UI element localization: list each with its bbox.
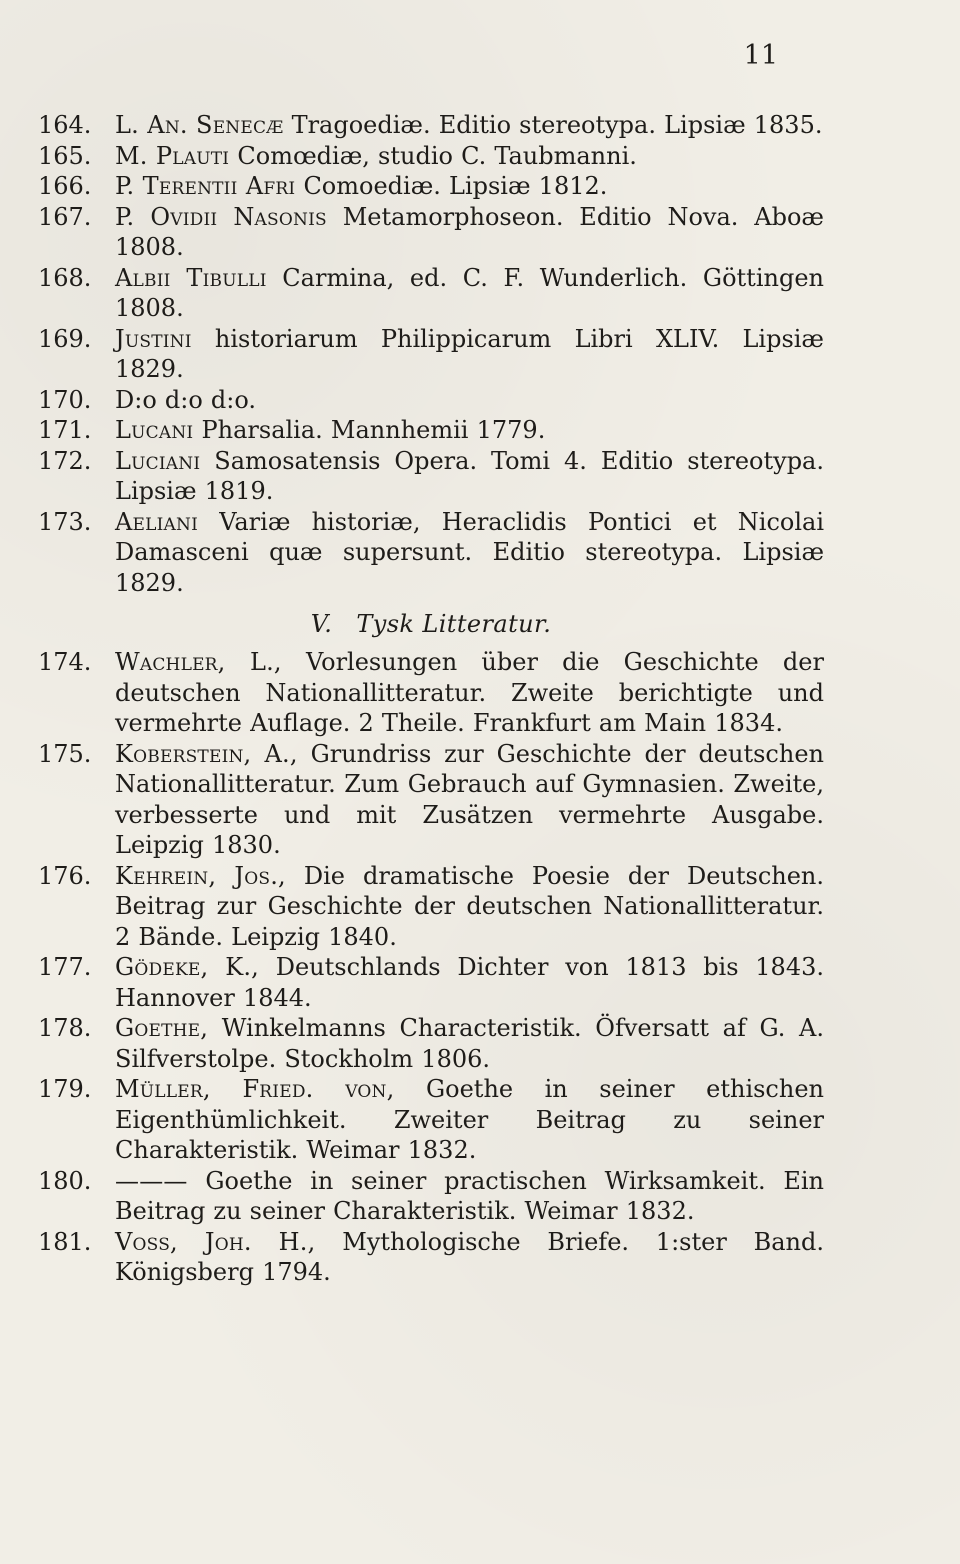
bibliography-entry-175 — [38, 739, 824, 861]
entry-text — [115, 202, 824, 263]
entry-text — [115, 385, 824, 416]
entry-author: Lucani — [115, 416, 194, 444]
entry-text — [115, 647, 824, 739]
entry-author: P. Ovidii Nasonis — [115, 202, 327, 231]
entry-text — [115, 446, 824, 507]
entry-description: Winkelmanns Characteristik. Öfversatt af G. A. Silfverstolpe. Stockholm 1806. — [115, 1014, 824, 1073]
entry-description: Die dramatische Poesie der Deutschen. Beitrag zur Geschichte der deutschen Nationallitteratur. 2 Bände. Leipzig 1840. — [115, 861, 825, 951]
entry-author: Gödeke, K., — [115, 953, 259, 981]
entry-number: 179. — [38, 1075, 92, 1103]
entry-number: 180. — [38, 1166, 92, 1195]
section-number: V. — [310, 610, 333, 638]
entry-author: Kehrein, Jos., — [115, 861, 286, 890]
entry-number: 174. — [38, 648, 92, 676]
bibliography-entry-171 — [38, 415, 824, 446]
entry-text — [115, 507, 824, 599]
entry-text — [115, 263, 824, 324]
entry-number: 176. — [38, 861, 92, 890]
entry-description: Metamorphoseon. Editio Nova. Aboæ 1808. — [115, 202, 824, 261]
entry-text — [115, 324, 824, 385]
bibliography-entry-170 — [38, 385, 824, 416]
entry-text — [115, 739, 824, 861]
entry-text — [115, 952, 824, 1013]
entry-text — [115, 1166, 824, 1227]
section-title: Tysk Litteratur. — [356, 610, 552, 638]
entry-author: Justini — [115, 324, 192, 353]
bibliography-entry-168 — [38, 263, 824, 324]
entry-text — [115, 1227, 824, 1288]
bibliography-entry-164 — [38, 110, 824, 141]
entry-description: Samosatensis Opera. Tomi 4. Editio stereotypa. Lipsiæ 1819. — [115, 446, 824, 505]
bibliography-entry-166 — [38, 171, 824, 202]
entry-author: P. Terentii Afri — [115, 172, 296, 200]
entry-author: L. An. Senecæ — [115, 111, 284, 139]
entry-author: Wachler, L., — [115, 648, 282, 676]
entry-author: ——— — [115, 1166, 188, 1195]
bibliography-entry-172 — [38, 446, 824, 507]
entry-author: Koberstein, A., — [115, 739, 298, 768]
section-heading — [38, 609, 824, 639]
entry-number: 167. — [38, 202, 92, 231]
bibliography-entry-173 — [38, 507, 824, 599]
bibliography-entry-167 — [38, 202, 824, 263]
entry-description: Vorlesungen über die Geschichte der deutschen Nationallitteratur. Zweite berichtigte und vermehrte Auflage. 2 Theile. Frankfurt am Main 1834. — [115, 648, 824, 737]
entry-description: historiarum Philippicarum Libri XLIV. Lipsiæ 1829. — [115, 324, 824, 383]
entry-author: Aeliani — [115, 507, 199, 536]
entry-number: 181. — [38, 1227, 92, 1256]
entry-number: 175. — [38, 739, 92, 768]
bibliography-entry-174 — [38, 647, 824, 739]
bibliography-entry-181 — [38, 1227, 824, 1288]
entry-description: Grundriss zur Geschichte der deutschen Nationallitteratur. Zum Gebrauch auf Gymnasien. Zweite, verbesserte und mit Zusätzen vermehrte Ausgabe. Leipzig 1830. — [115, 739, 824, 859]
entry-number: 171. — [38, 416, 92, 444]
page-number: 11 — [743, 40, 778, 71]
entry-number: 170. — [38, 385, 92, 414]
entry-text — [115, 110, 824, 141]
entry-description: Comoediæ. Lipsiæ 1812. — [303, 172, 608, 200]
bibliography-entry-165 — [38, 141, 824, 172]
bibliography-entry-178 — [38, 1013, 824, 1074]
entry-text — [115, 1013, 824, 1074]
entry-description: Mythologische Briefe. 1:ster Band. Königsberg 1794. — [115, 1227, 824, 1286]
entry-description: Goethe in seiner ethischen Eigenthümlichkeit. Zweiter Beitrag zu seiner Charakteristik. Weimar 1832. — [115, 1075, 824, 1164]
bibliography-entry-177 — [38, 952, 824, 1013]
bibliography-list — [38, 110, 824, 1288]
entry-number: 165. — [38, 141, 92, 170]
entry-text — [115, 861, 824, 953]
entry-description: Goethe in seiner practischen Wirksamkeit. Ein Beitrag zu seiner Charakteristik. Weimar 1832. — [115, 1166, 824, 1225]
entry-text — [115, 1074, 824, 1166]
entry-author: Luciani — [115, 446, 201, 475]
entry-author: M. Plauti — [115, 141, 230, 170]
entry-number: 166. — [38, 172, 92, 200]
entry-number: 177. — [38, 953, 92, 981]
entry-number: 169. — [38, 324, 92, 353]
entry-description: Variæ historiæ, Heraclidis Pontici et Nicolai Damasceni quæ supersunt. Editio stereotypa. Lipsiæ 1829. — [115, 507, 824, 597]
entry-number: 178. — [38, 1014, 92, 1042]
entry-number: 168. — [38, 263, 92, 292]
entry-author: Müller, Fried. von, — [115, 1075, 395, 1103]
entry-description: Deutschlands Dichter von 1813 bis 1843. Hannover 1844. — [115, 953, 824, 1012]
entry-number: 164. — [38, 111, 92, 139]
entry-author: Goethe, — [115, 1014, 209, 1042]
entry-author: Voss, Joh. H., — [115, 1227, 316, 1256]
entry-description: Tragoediæ. Editio stereotypa. Lipsiæ 1835. — [291, 111, 823, 139]
bibliography-entry-169 — [38, 324, 824, 385]
entry-description: Comœdiæ, studio C. Taubmanni. — [237, 141, 637, 170]
bibliography-entry-180 — [38, 1166, 824, 1227]
entry-text — [115, 171, 824, 202]
entry-text — [115, 141, 824, 172]
entry-number: 172. — [38, 446, 92, 475]
entry-description: D:o d:o d:o. — [115, 385, 257, 414]
entry-description: Pharsalia. Mannhemii 1779. — [201, 416, 546, 444]
entry-text — [115, 415, 824, 446]
entry-author: Albii Tibulli — [115, 263, 267, 292]
entry-description: Carmina, ed. C. F. Wunderlich. Göttingen 1808. — [115, 263, 824, 322]
bibliography-entry-179 — [38, 1074, 824, 1166]
bibliography-entry-176 — [38, 861, 824, 953]
entry-number: 173. — [38, 507, 92, 536]
